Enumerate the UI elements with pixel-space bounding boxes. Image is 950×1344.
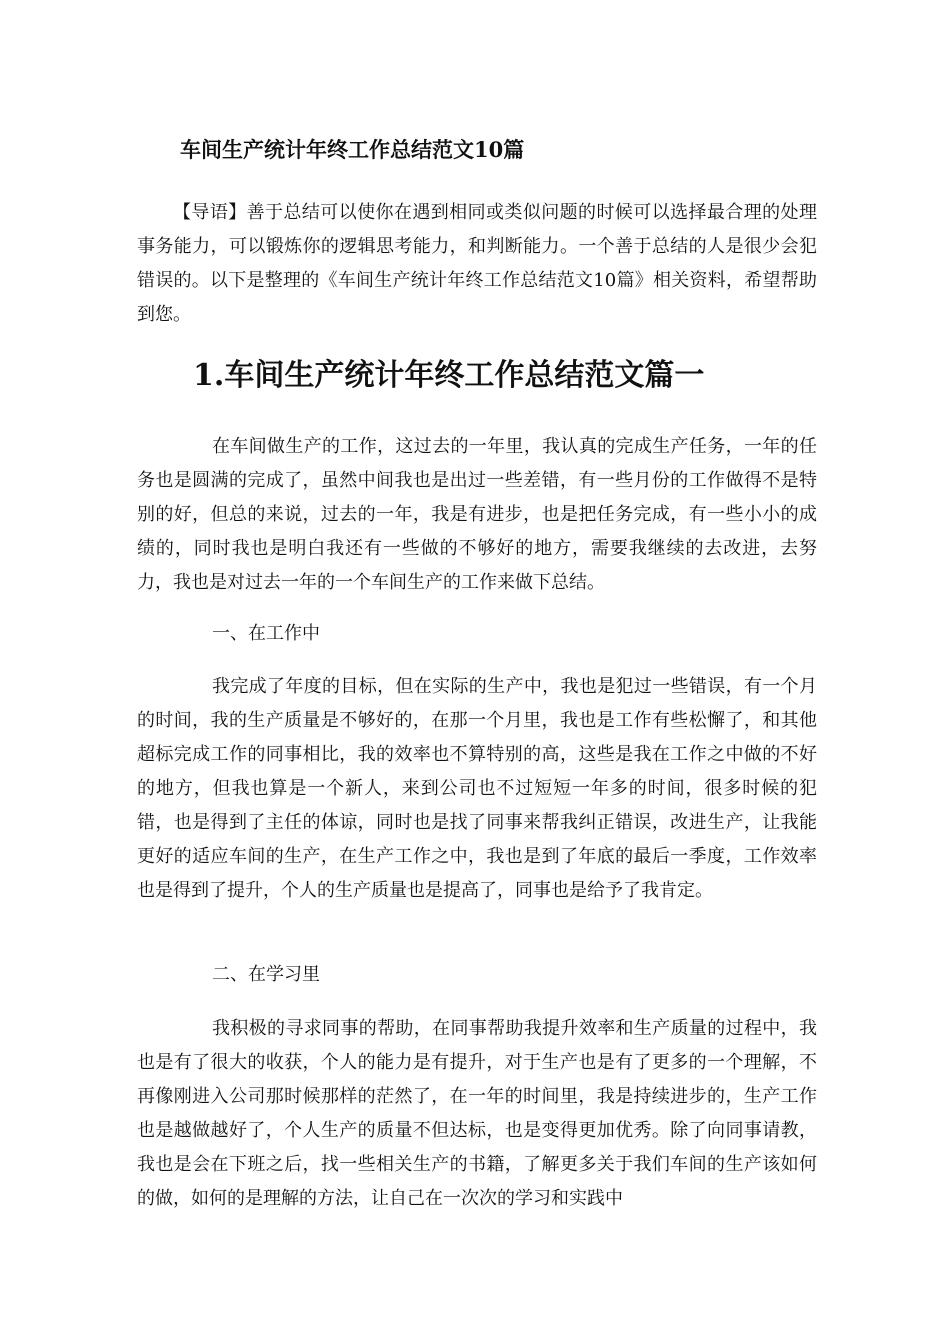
body-paragraph-1: 在车间做生产的工作，这过去的一年里，我认真的完成生产任务，一年的任务也是圆满的完成了，虽然中间我也是出过一些差错，有一些月份的工作做得不是特别的好，但总的来说，过去的一年，我是有进步，也是把任务完成，有一些小小的成绩的，同时我也是明白我还有一些做的不够好的地方，需要我继续的去改进，去努力，我也是对过去一年的一个车间生产的工作来做下总结。	[137, 436, 817, 593]
document-title: 车间生产统计年终工作总结范文10篇	[180, 137, 525, 162]
subheading-study: 二、在学习里	[212, 964, 320, 985]
section-heading: 1.车间生产统计年终工作总结范文篇一	[193, 358, 705, 393]
intro-paragraph: 【导语】善于总结可以使你在遇到相同或类似问题的时候可以选择最合理的处理事务能力，可以锻炼你的逻辑思考能力，和判断能力。一个善于总结的人是很少会犯错误的。以下是整理的《车间生产统计年终工作总结范文10篇》相关资料，希望帮助到您。	[137, 202, 817, 325]
body-paragraph-3: 我积极的寻求同事的帮助，在同事帮助我提升效率和生产质量的过程中，我也是有了很大的收获，个人的能力是有提升，对于生产也是有了更多的一个理解，不再像刚进入公司那时候那样的茫然了，在一年的时间里，我是持续进步的，生产工作也是越做越好了，个人生产的质量不但达标，也是变得更加优秀。除了向同事请教，我也是会在下班之后，找一些相关生产的书籍，了解更多关于我们车间的生产该如何的做，如何的是理解的方法，让自己在一次次的学习和实践中	[137, 1018, 817, 1209]
body-paragraph-2: 我完成了年度的目标，但在实际的生产中，我也是犯过一些错误，有一个月的时间，我的生产质量是不够好的，在那一个月里，我也是工作有些松懈了，和其他超标完成工作的同事相比，我的效率也不算特别的高，这些是我在工作之中做的不好的地方，但我也算是一个新人，来到公司也不过短短一年多的时间，很多时候的犯错，也是得到了主任的体谅，同时也是找了同事来帮我纠正错误，改进生产，让我能更好的适应车间的生产，在生产工作之中，我也是到了年底的最后一季度，工作效率也是得到了提升，个人的生产质量也是提高了，同事也是给予了我肯定。	[137, 676, 817, 901]
subheading-work: 一、在工作中	[212, 623, 320, 644]
